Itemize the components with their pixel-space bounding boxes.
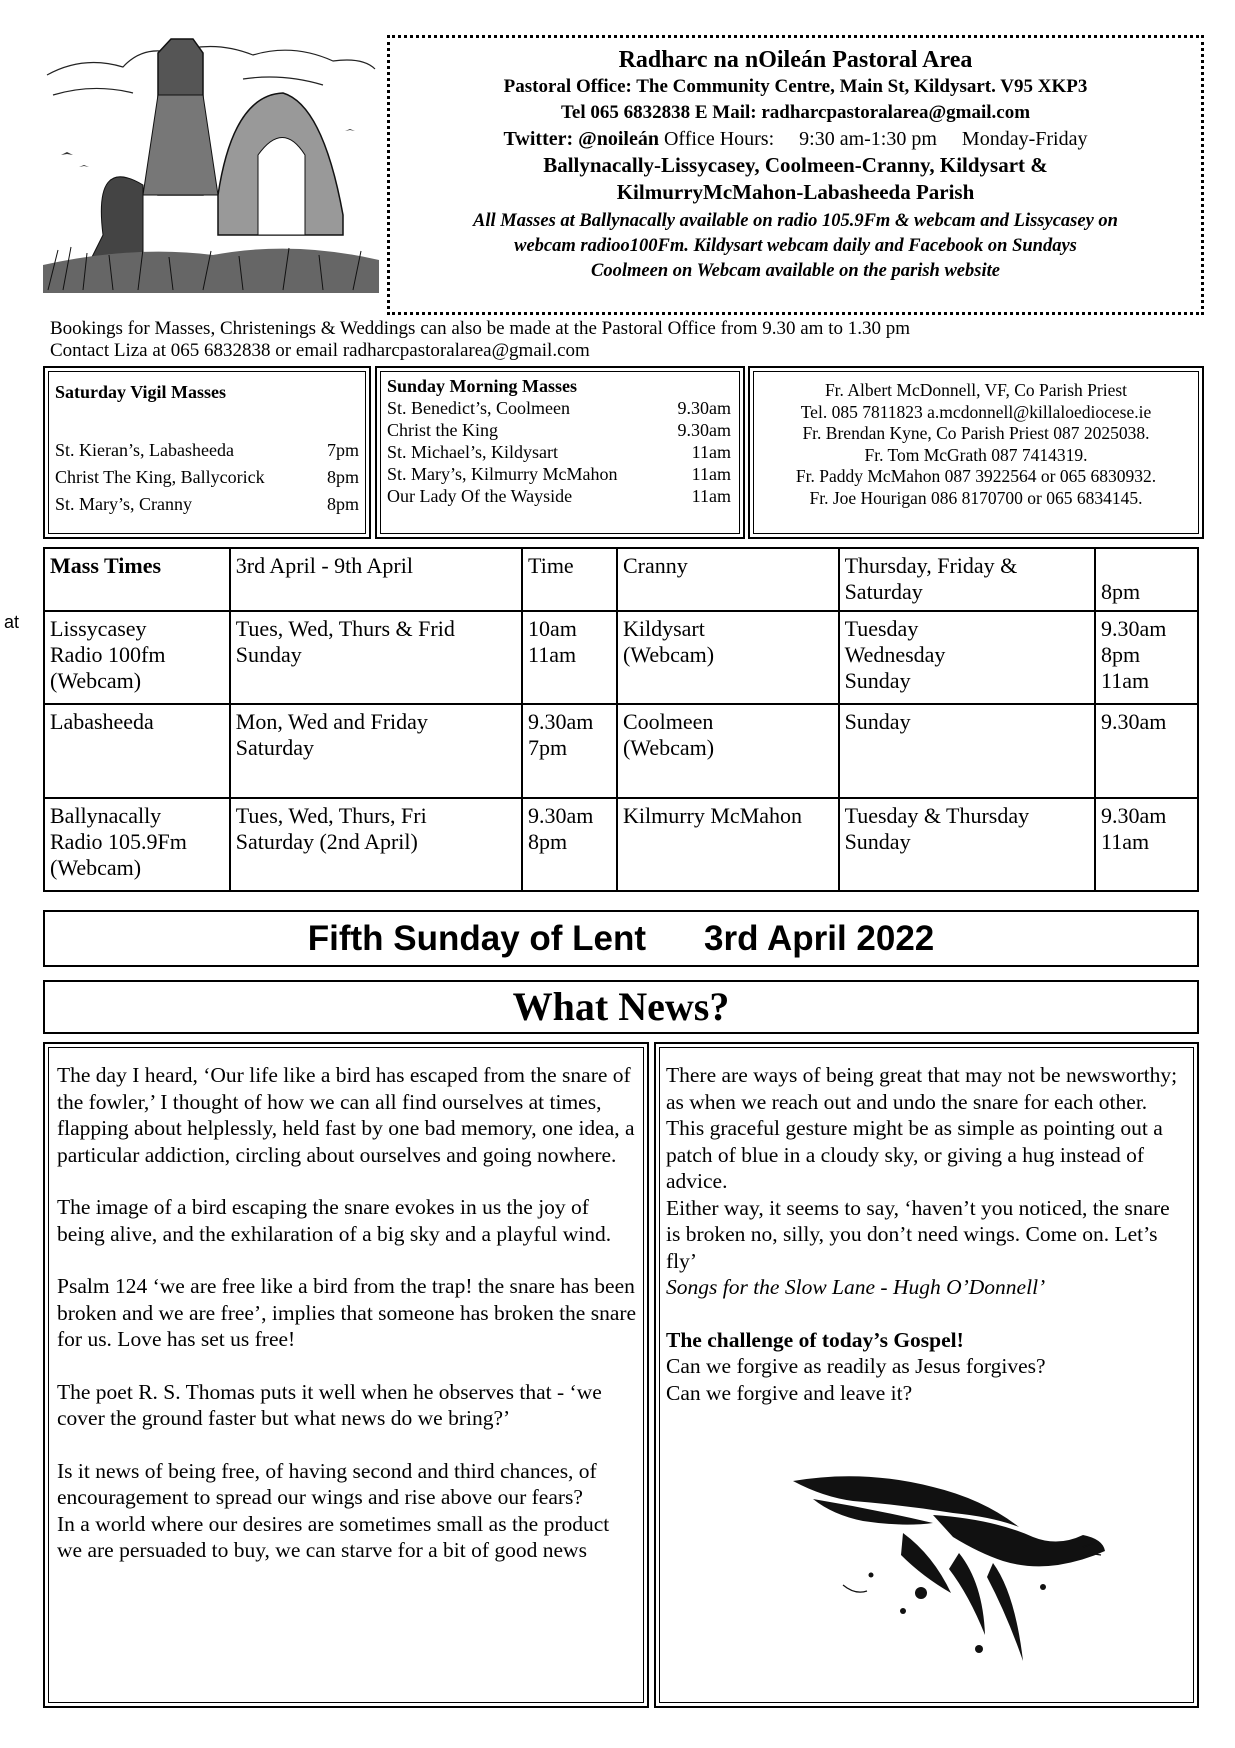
days-line: Sunday xyxy=(844,709,911,734)
table-row xyxy=(44,704,1198,798)
time-line: 9.30am xyxy=(1101,709,1167,734)
header-cell: Time xyxy=(522,548,617,611)
article-paragraph: The poet R. S. Thomas puts it well when he observes that - ‘we cover the ground faster but what news do we bring?’ xyxy=(57,1379,602,1430)
table-cell xyxy=(522,611,617,704)
vigil-time: 8pm xyxy=(326,467,359,487)
table-cell xyxy=(44,704,230,798)
days-line: Tues, Wed, Thurs & Frid xyxy=(235,616,455,641)
parishes-line-1: Ballynacally-Lissycasey, Coolmeen-Cranny, Kildysart & xyxy=(543,153,1048,177)
sunday-name: Fifth Sunday of Lent xyxy=(307,919,647,958)
table-header-row xyxy=(44,548,1198,611)
table-cell xyxy=(230,611,522,704)
sunday-place: Our Lady Of the Wayside xyxy=(387,486,573,506)
days-line: Sunday xyxy=(235,642,302,667)
challenge-question: Can we forgive and leave it? xyxy=(666,1380,913,1405)
vigil-place: St. Kieran’s, Labasheeda xyxy=(55,440,234,460)
twitter-handle: Twitter: @noileán xyxy=(503,128,659,150)
vigil-row xyxy=(55,464,359,491)
place-line: Kilmurry McMahon xyxy=(622,803,803,828)
parishes-line-2: KilmurryMcMahon-Labasheeda Parish xyxy=(616,180,975,204)
time-line: 8pm xyxy=(528,829,568,854)
table-cell xyxy=(44,611,230,704)
song-citation: Songs for the Slow Lane - Hugh O’Donnell’ xyxy=(666,1275,1046,1299)
vigil-place: Christ The King, Ballycorick xyxy=(55,467,265,487)
mass-times-label: Mass Times xyxy=(50,553,162,578)
vigil-row xyxy=(55,437,359,464)
clergy-line: Fr. Joe Hourigan 086 8170700 or 065 6834145. xyxy=(809,487,1143,508)
sunday-time: 9.30am xyxy=(677,398,731,418)
broadcast-notice xyxy=(402,209,1189,284)
time-line: 9.30am xyxy=(528,803,594,828)
bookings-notice xyxy=(50,318,1200,362)
time-line: 8pm xyxy=(1101,579,1141,604)
time-line: 10am xyxy=(528,616,577,641)
header-cell xyxy=(44,548,230,611)
clergy-contacts-box xyxy=(748,366,1204,539)
left-article-column xyxy=(43,1042,649,1708)
days-line: Saturday xyxy=(844,579,923,604)
header-cell xyxy=(1095,548,1198,611)
office-hours: Office Hours: 9:30 am-1:30 pm Monday-Friday xyxy=(663,128,1088,150)
sunday-row xyxy=(387,397,731,419)
sunday-place: St. Benedict’s, Coolmeen xyxy=(387,398,570,418)
pastoral-office-address: Pastoral Office: The Community Centre, Main St, Kildysart. V95 XKP3 xyxy=(503,76,1088,97)
place-line: Coolmeen xyxy=(622,709,714,734)
sunday-time: 11am xyxy=(691,486,731,506)
table-cell xyxy=(839,798,1095,891)
pastoral-area-title: Radharc na nOileán Pastoral Area xyxy=(618,47,973,73)
vigil-time: 7pm xyxy=(326,440,359,460)
saturday-vigil-box xyxy=(43,366,371,539)
table-cell xyxy=(44,798,230,891)
place-line: Radio 100fm xyxy=(50,642,166,667)
days-line: Mon, Wed and Friday xyxy=(235,709,428,734)
place-line: Labasheeda xyxy=(50,709,154,734)
contact-line: Tel 065 6832838 E Mail: radharcpastoralarea@gmail.com xyxy=(560,102,1031,123)
place-line: (Webcam) xyxy=(50,855,142,880)
table-cell xyxy=(230,798,522,891)
sunday-time: 11am xyxy=(691,464,731,484)
place-line: (Webcam) xyxy=(622,642,715,667)
article-paragraph: There are ways of being great that may not be newsworthy; as when we reach out and undo the snare for each other. xyxy=(666,1063,1178,1114)
sunday-time: 11am xyxy=(691,442,731,462)
broadcast-line-3: Coolmeen on Webcam available on the parish website xyxy=(591,261,1000,281)
bookings-line-2: Contact Liza at 065 6832838 or email radharcpastoralarea@gmail.com xyxy=(50,340,590,361)
days-line: Wednesday xyxy=(844,642,946,667)
time-line: 11am xyxy=(1101,829,1150,854)
place-line: Ballynacally xyxy=(50,803,162,828)
place-line: (Webcam) xyxy=(50,668,142,693)
time-line: 8pm xyxy=(1101,642,1141,667)
challenge-question: Can we forgive as readily as Jesus forgives? xyxy=(666,1354,1046,1378)
clergy-line: Fr. Paddy McMahon 087 3922564 or 065 6830932. xyxy=(795,466,1157,486)
vigil-place: St. Mary’s, Cranny xyxy=(55,494,192,514)
sunday-date: 3rd April 2022 xyxy=(704,919,935,958)
article-paragraph: In a world where our desires are sometimes small as the product we are persuaded to buy, we can starve for a bit of good news xyxy=(57,1511,610,1562)
days-line: Thursday, Friday & xyxy=(844,553,1018,578)
table-row xyxy=(44,611,1198,704)
table-cell xyxy=(522,704,617,798)
bird-ink-drawing xyxy=(783,1465,1108,1665)
table-row xyxy=(44,798,1198,891)
table-cell xyxy=(1095,611,1198,704)
days-line: Saturday xyxy=(235,735,314,760)
place-line: Kildysart xyxy=(622,616,705,641)
table-cell xyxy=(230,704,522,798)
church-ruin-sketch xyxy=(43,35,379,293)
sunday-heading: Sunday Morning Masses xyxy=(387,376,578,396)
table-cell xyxy=(617,704,839,798)
table-cell xyxy=(839,611,1095,704)
sunday-row xyxy=(387,419,731,441)
sunday-title-banner xyxy=(43,910,1199,967)
article-paragraph: Psalm 124 ‘we are free like a bird from the trap! the snare has been broken and we are free’, implies that someone has broken the snare for us. Love has set us free! xyxy=(57,1274,637,1351)
clergy-line: Fr. Albert McDonnell, VF, Co Parish Priest xyxy=(824,380,1128,400)
vigil-heading: Saturday Vigil Masses xyxy=(55,382,227,402)
twitter-hours-line xyxy=(402,126,1189,152)
sunday-place: St. Michael’s, Kildysart xyxy=(387,442,558,462)
broadcast-line-1: All Masses at Ballynacally available on radio 105.9Fm & webcam and Lissycasey on xyxy=(473,211,1118,231)
place-line: (Webcam) xyxy=(622,735,715,760)
clergy-line: Tel. 085 7811823 a.mcdonnell@killaloediocese.ie xyxy=(800,401,1152,422)
margin-text: at xyxy=(4,612,20,632)
mass-times-table xyxy=(43,547,1199,892)
article-paragraph: The image of a bird escaping the snare evokes in us the joy of being alive, and the exhilaration of a big sky and a playful wind. xyxy=(57,1195,612,1246)
sunday-time: 9.30am xyxy=(677,420,731,440)
time-line: 11am xyxy=(528,642,577,667)
sunday-row xyxy=(387,463,731,485)
sunday-morning-box xyxy=(375,366,745,539)
header-cell xyxy=(839,548,1095,611)
vigil-time: 8pm xyxy=(326,494,359,514)
days-line: Tuesday & Thursday xyxy=(844,803,1030,828)
challenge-heading: The challenge of today’s Gospel! xyxy=(666,1327,964,1352)
days-line: Tues, Wed, Thurs, Fri xyxy=(235,803,427,828)
sunday-place: Christ the King xyxy=(387,420,498,440)
broadcast-line-2: webcam radioo100Fm. Kildysart webcam daily and Facebook on Sundays xyxy=(514,236,1077,256)
article-paragraph: This graceful gesture might be as simple as pointing out a patch of blue in a cloudy sky, or giving a hug instead of advice. xyxy=(666,1116,1163,1193)
table-cell xyxy=(1095,798,1198,891)
time-line: 9.30am xyxy=(1101,803,1167,828)
article-paragraph: The day I heard, ‘Our life like a bird has escaped from the snare of the fowler,’ I thought of how we can all find ourselves at times, flapping about helplessly, held fast by one bad memory, one idea, a particular addiction, circling about ourselves and going nowhere. xyxy=(57,1063,635,1167)
sunday-row xyxy=(387,485,731,507)
sunday-place: St. Mary’s, Kilmurry McMahon xyxy=(387,464,618,484)
time-line: 7pm xyxy=(528,735,568,760)
header-info-box xyxy=(387,35,1204,315)
place-line: Lissycasey xyxy=(50,616,147,641)
table-cell xyxy=(522,798,617,891)
article-paragraph: Either way, it seems to say, ‘haven’t you noticed, the snare is broken no, silly, you don’t need wings. Come on. Let’s fly’ xyxy=(666,1195,1170,1273)
vigil-row xyxy=(55,491,359,518)
table-cell xyxy=(617,611,839,704)
days-line: Tuesday xyxy=(844,616,919,641)
time-line: 9.30am xyxy=(1101,616,1167,641)
table-cell xyxy=(1095,704,1198,798)
time-line: 9.30am xyxy=(528,709,594,734)
table-cell xyxy=(617,798,839,891)
what-news-title: What News? xyxy=(43,980,1199,1034)
days-line: Sunday xyxy=(844,829,911,854)
article-paragraph: Is it news of being free, of having second and third chances, of encouragement to spread our wings and rise above our fears? xyxy=(57,1458,597,1509)
header-cell: Cranny xyxy=(617,548,839,611)
time-line: 11am xyxy=(1101,668,1150,693)
clergy-line: Fr. Tom McGrath 087 7414319. xyxy=(864,444,1088,465)
place-line: Radio 105.9Fm xyxy=(50,829,187,854)
days-line: Saturday (2nd April) xyxy=(235,829,418,854)
bookings-line-1: Bookings for Masses, Christenings & Weddings can also be made at the Pastoral Office from 9.30 am to 1.30 pm xyxy=(50,318,911,339)
table-cell xyxy=(839,704,1095,798)
clergy-line: Fr. Brendan Kyne, Co Parish Priest 087 2025038. xyxy=(802,423,1150,443)
sunday-row xyxy=(387,441,731,463)
header-cell: 3rd April - 9th April xyxy=(230,548,522,611)
days-line: Sunday xyxy=(844,668,911,693)
